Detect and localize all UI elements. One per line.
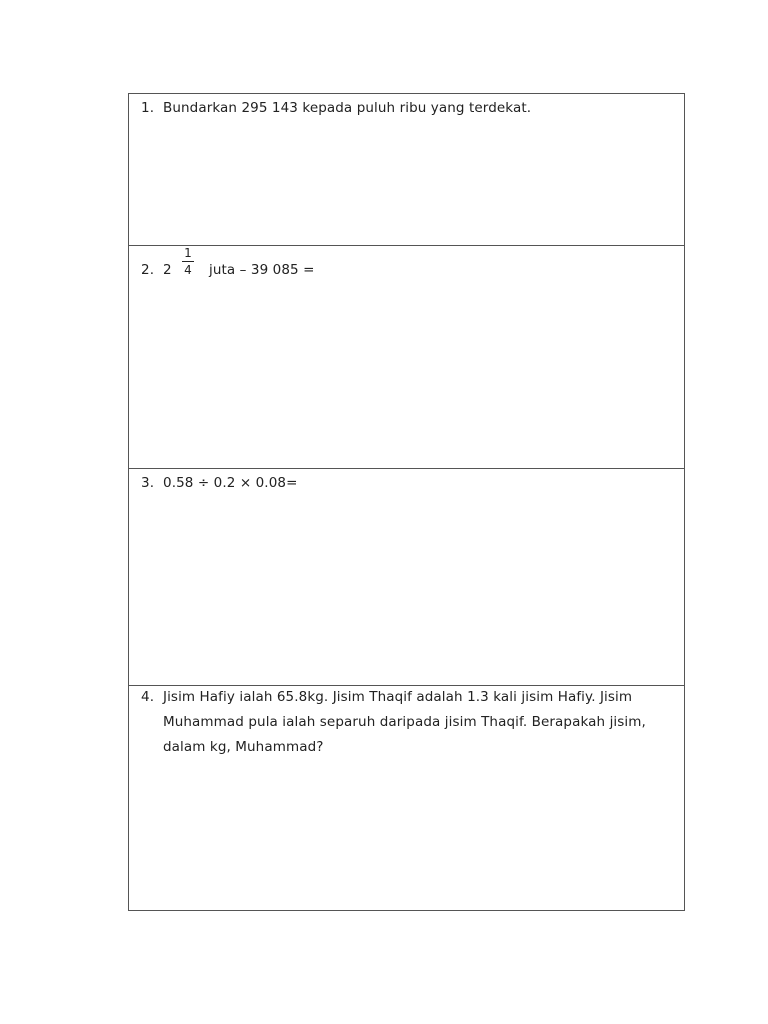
question-number: 1. xyxy=(141,100,155,116)
fraction-numerator: 1 xyxy=(184,246,192,260)
question-number: 3. xyxy=(141,475,155,491)
question-text: juta – 39 085 = xyxy=(209,262,315,278)
mixed-number-expression xyxy=(163,246,563,286)
fraction xyxy=(182,246,194,277)
fraction-denominator: 4 xyxy=(184,263,192,277)
question-box-1 xyxy=(129,94,684,246)
question-text: 0.58 ÷ 0.2 × 0.08= xyxy=(163,475,298,491)
question-number: 2. xyxy=(141,262,155,278)
question-text: Jisim Hafiy ialah 65.8kg. Jisim Thaqif adalah 1.3 kali jisim Hafiy. Jisim Muhammad pula ialah separuh daripada jisim Thaqif. Berapakah jisim, dalam kg, Muhammad? xyxy=(163,689,646,755)
fraction-bar xyxy=(182,261,194,262)
question-box-4 xyxy=(129,686,684,910)
whole-number: 2 xyxy=(163,262,172,278)
question-box-2 xyxy=(129,246,684,469)
question-text: Bundarkan 295 143 kepada puluh ribu yang terdekat. xyxy=(163,100,532,116)
question-box-3 xyxy=(129,469,684,686)
question-number: 4. xyxy=(141,689,155,705)
worksheet-table xyxy=(128,93,685,911)
